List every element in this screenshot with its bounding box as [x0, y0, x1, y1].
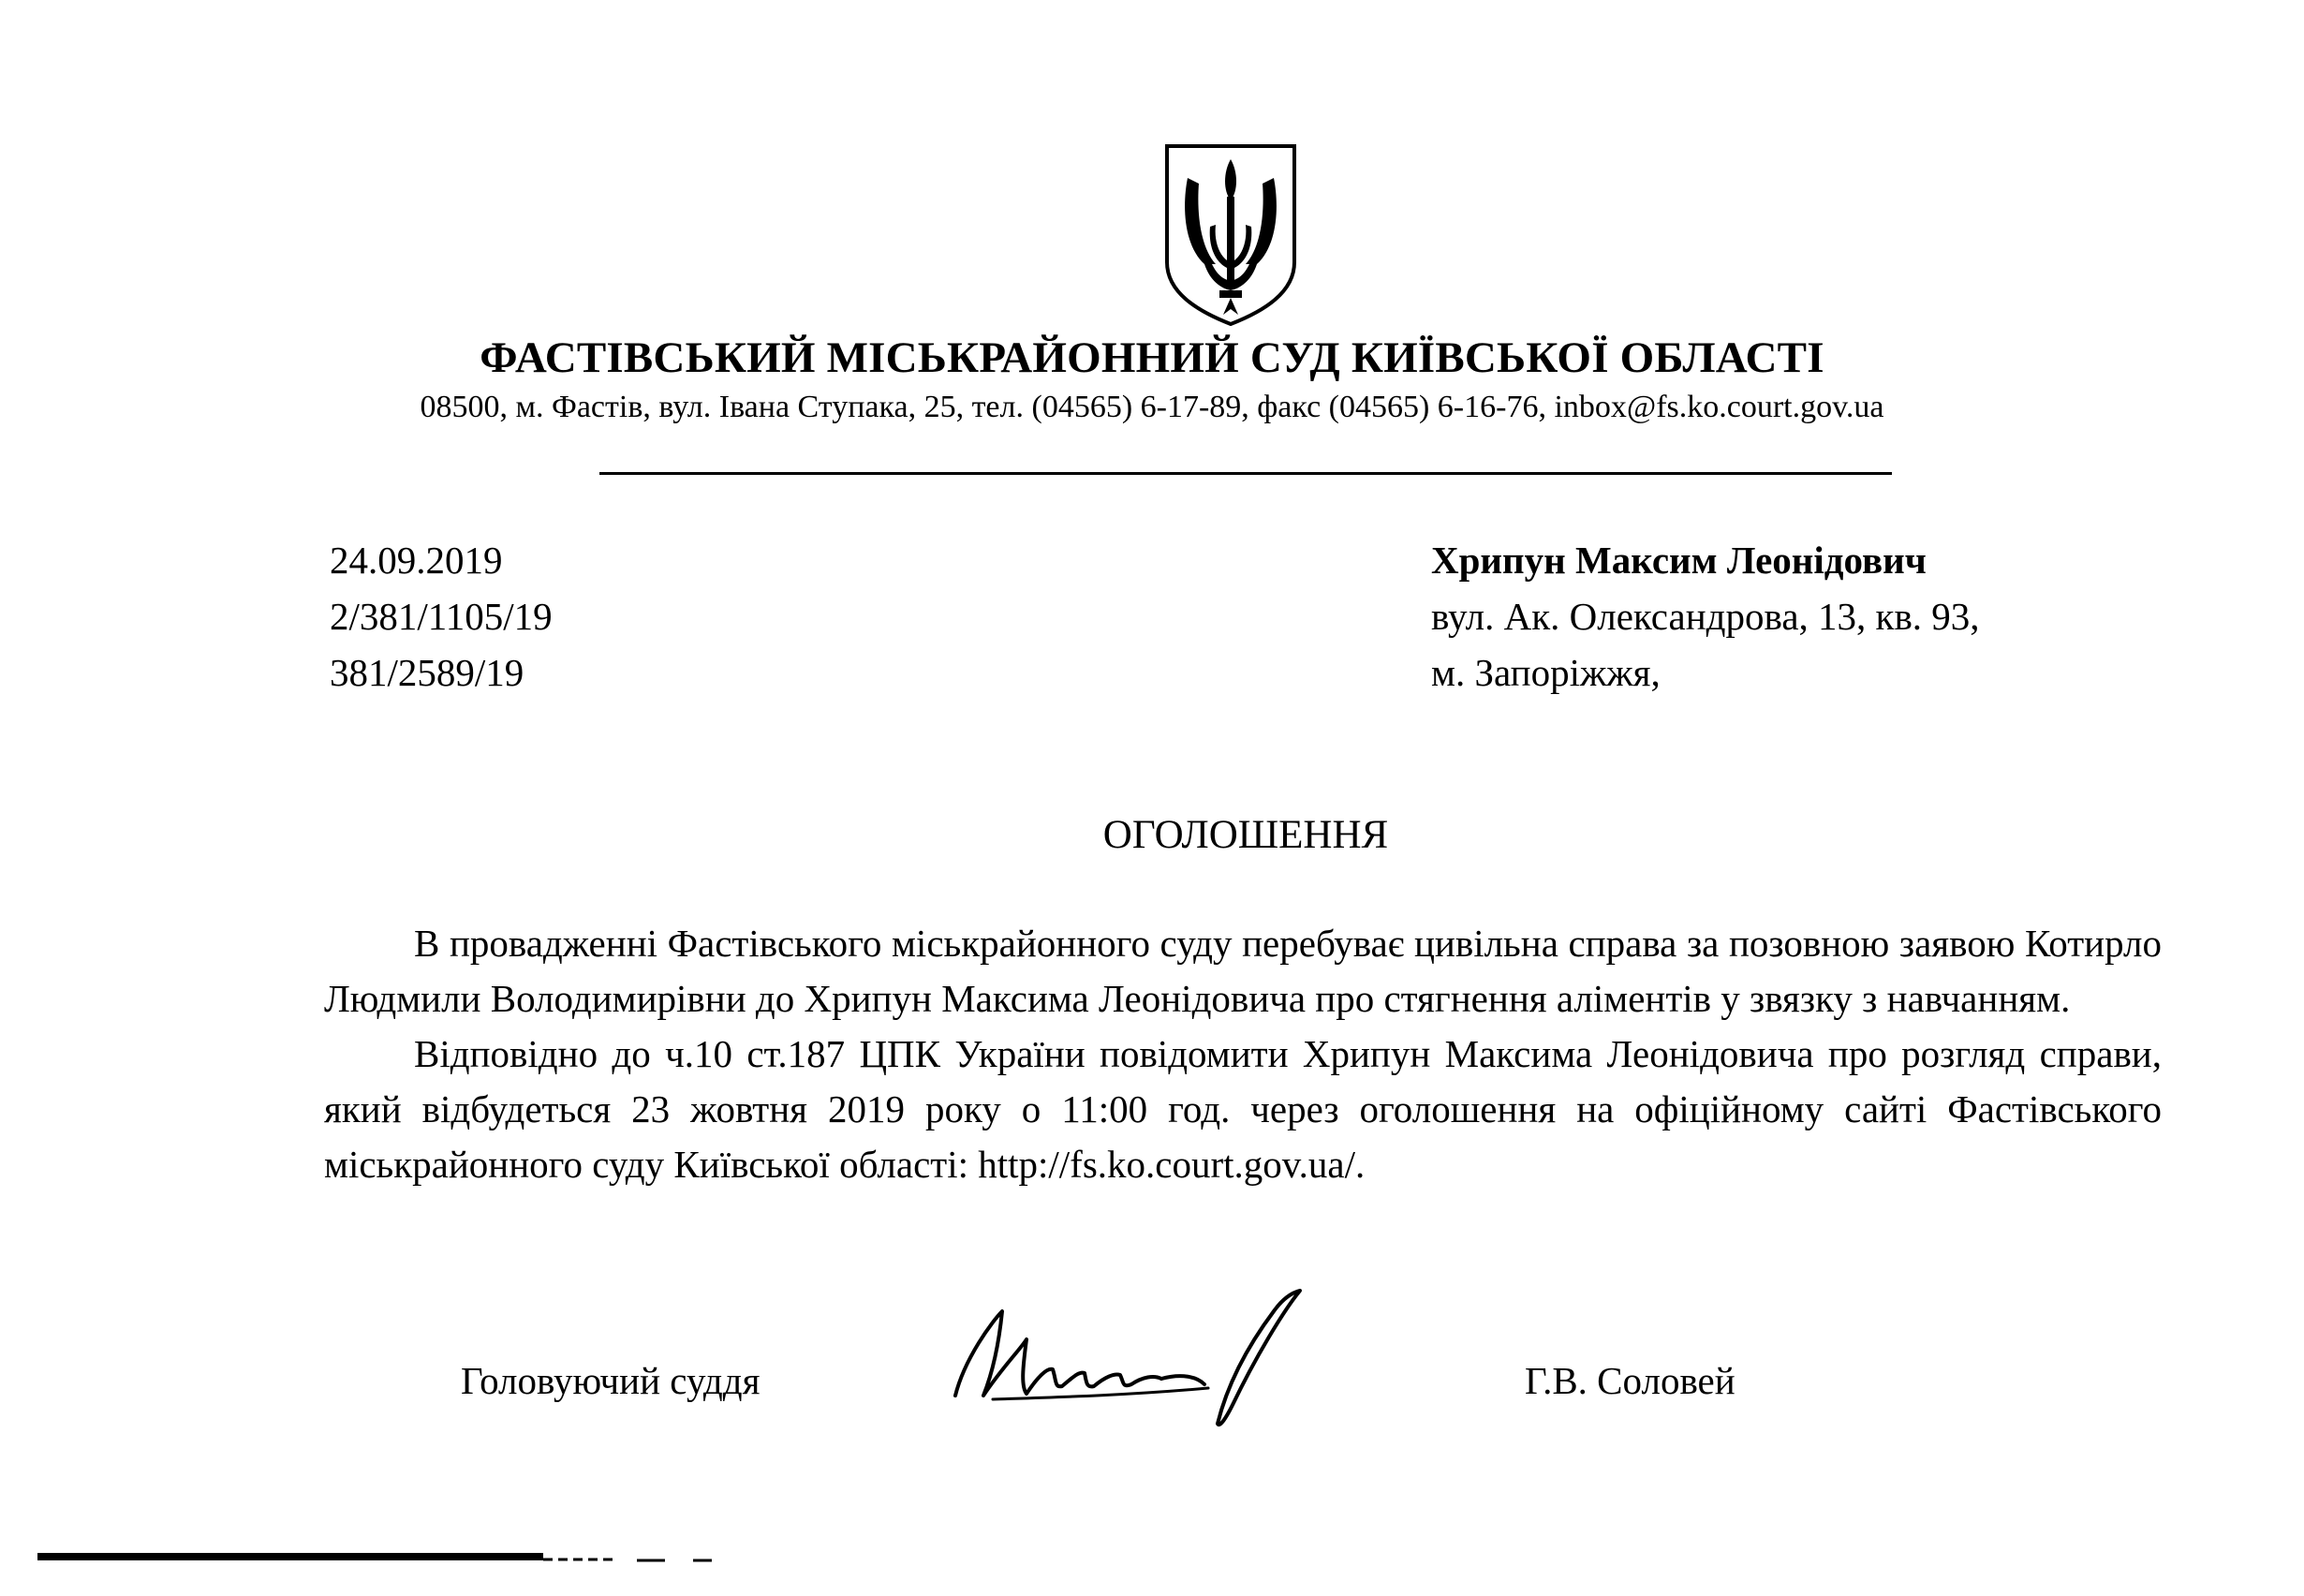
- trident-emblem-icon: [1161, 140, 1300, 328]
- addressee-street: вул. Ак. Олександрова, 13, кв. 93,: [1431, 595, 1980, 638]
- document-date: 24.09.2019: [330, 539, 503, 582]
- court-address: 08500, м. Фастів, вул. Івана Ступака, 25, тел. (04565) 6-17-89, факс (04565) 6-16-76, inbox@fs.ko.court.gov.ua: [420, 390, 1884, 424]
- notice-heading: ОГОЛОШЕННЯ: [1102, 813, 1389, 857]
- signer-name: Г.В. Соловей: [1525, 1359, 1735, 1402]
- handwritten-signature: [937, 1283, 1330, 1433]
- outgoing-number: 2/381/1105/19: [330, 595, 553, 638]
- notice-body: [324, 916, 2162, 1192]
- signer-role: Головуючий суддя: [461, 1359, 761, 1402]
- court-name: ФАСТІВСЬКИЙ МІСЬКРАЙОННИЙ СУД КИЇВСЬКОЇ ОБЛАСТІ: [480, 333, 1824, 382]
- document-meta: [330, 532, 553, 701]
- header-divider: [599, 472, 1892, 475]
- addressee-block: [1431, 532, 1980, 701]
- scan-edge-mark: [37, 1551, 712, 1570]
- addressee-city: м. Запоріжжя,: [1431, 651, 1661, 694]
- addressee-name: Хрипун Максим Леонідович: [1431, 539, 1927, 582]
- notice-paragraph-2: Відповідно до ч.10 ст.187 ЦПК України повідомити Хрипун Максима Леонідовича про розгляд справи, який відбудеться 23 жовтня 2019 року о 11:00 год. через оголошення на офіційному сайті Фастівського міськрайонного суду Київської області: http://fs.ko.court.gov.ua/.: [324, 1032, 2162, 1186]
- notice-paragraph-1: В провадженні Фастівського міськрайонного суду перебуває цивільна справа за позовною заявою Котирло Людмили Володимирівни до Хрипун Максима Леонідовича про стягнення аліментів у звязку з навчанням.: [324, 922, 2162, 1020]
- case-number: 381/2589/19: [330, 651, 524, 694]
